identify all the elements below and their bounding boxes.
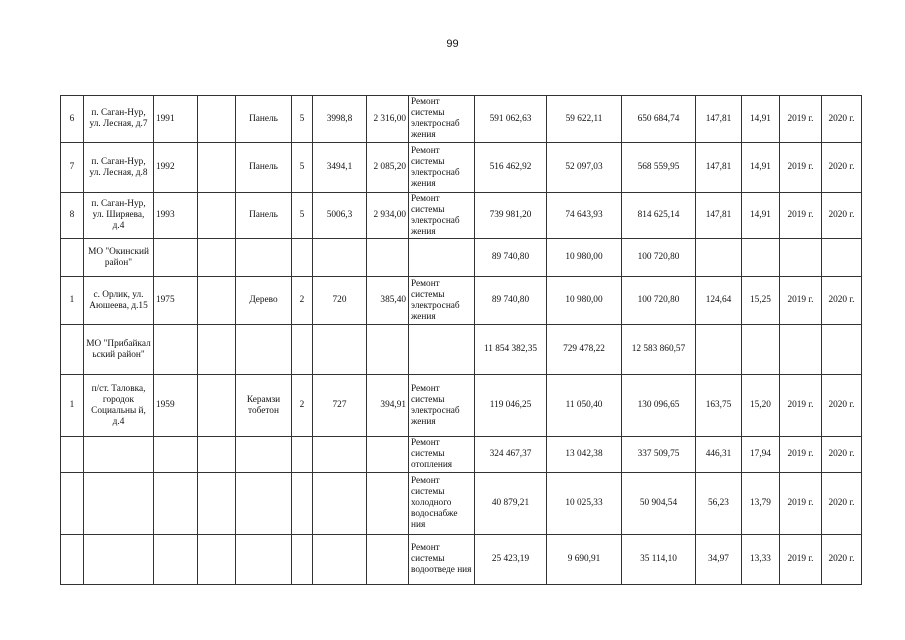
floors-cell: [292, 437, 313, 473]
cost-total-cell: 100 720,80: [622, 239, 696, 277]
end-year-cell: 2020 г.: [822, 143, 862, 193]
cost-value-cell: 10 025,33: [547, 473, 622, 535]
row-number-cell: 7: [61, 143, 84, 193]
cost-value-cell: 25 423,19: [475, 535, 547, 585]
start-year-cell: 2019 г.: [780, 437, 822, 473]
empty-cell: [198, 239, 236, 277]
cost-total-cell: 568 559,95: [622, 143, 696, 193]
living-area-cell: 2 316,00: [367, 96, 409, 143]
page-number: 99: [446, 38, 459, 50]
wall-material-cell: [236, 437, 292, 473]
living-area-cell: 394,91: [367, 375, 409, 437]
work-type-cell: [409, 325, 475, 375]
unit-cost-cell: 17,94: [742, 437, 780, 473]
build-year-cell: 1959: [154, 375, 198, 437]
total-area-cell: [313, 473, 367, 535]
unit-cost-cell: 13,79: [742, 473, 780, 535]
table-row: [61, 143, 862, 193]
cost-value-cell: 739 981,20: [475, 193, 547, 239]
wall-material-cell: Панель: [236, 96, 292, 143]
unit-cost-cell: [696, 239, 742, 277]
wall-material-cell: [236, 535, 292, 585]
unit-cost-cell: [742, 325, 780, 375]
floors-cell: 5: [292, 143, 313, 193]
address-cell: п/ст. Таловка, городок Социальны й, д.4: [84, 375, 154, 437]
unit-cost-cell: [742, 239, 780, 277]
living-area-cell: [367, 239, 409, 277]
unit-cost-cell: 446,31: [696, 437, 742, 473]
wall-material-cell: [236, 473, 292, 535]
address-cell: с. Орлик, ул. Аюшеева, д.15: [84, 277, 154, 325]
address-cell: МО "Окинский район": [84, 239, 154, 277]
work-type-cell: Ремонт системы водоотведе ния: [409, 535, 475, 585]
total-area-cell: 727: [313, 375, 367, 437]
table-body: [61, 96, 862, 585]
living-area-cell: 385,40: [367, 277, 409, 325]
table-row: [61, 277, 862, 325]
end-year-cell: 2020 г.: [822, 193, 862, 239]
table-row: [61, 437, 862, 473]
work-type-cell: Ремонт системы электроснаб жения: [409, 96, 475, 143]
cost-value-cell: 10 980,00: [547, 239, 622, 277]
start-year-cell: 2019 г.: [780, 96, 822, 143]
cost-value-cell: 59 622,11: [547, 96, 622, 143]
row-number-cell: [61, 473, 84, 535]
cost-value-cell: 40 879,21: [475, 473, 547, 535]
floors-cell: 2: [292, 277, 313, 325]
build-year-cell: [154, 535, 198, 585]
start-year-cell: [780, 325, 822, 375]
total-area-cell: [313, 437, 367, 473]
address-cell: п. Саган-Нур, ул. Лесная, д.8: [84, 143, 154, 193]
living-area-cell: 2 934,00: [367, 193, 409, 239]
start-year-cell: 2019 г.: [780, 193, 822, 239]
address-cell: п. Саган-Нур, ул. Лесная, д.7: [84, 96, 154, 143]
floors-cell: 5: [292, 193, 313, 239]
cost-total-cell: 337 509,75: [622, 437, 696, 473]
total-area-cell: 720: [313, 277, 367, 325]
living-area-cell: 2 085,20: [367, 143, 409, 193]
floors-cell: 2: [292, 375, 313, 437]
wall-material-cell: Панель: [236, 193, 292, 239]
unit-cost-cell: 15,25: [742, 277, 780, 325]
work-type-cell: Ремонт системы электроснаб жения: [409, 375, 475, 437]
empty-cell: [198, 193, 236, 239]
unit-cost-cell: 147,81: [696, 193, 742, 239]
floors-cell: [292, 473, 313, 535]
empty-cell: [198, 96, 236, 143]
cost-value-cell: 119 046,25: [475, 375, 547, 437]
floors-cell: 5: [292, 96, 313, 143]
cost-value-cell: 591 062,63: [475, 96, 547, 143]
cost-value-cell: 13 042,38: [547, 437, 622, 473]
end-year-cell: 2020 г.: [822, 277, 862, 325]
end-year-cell: [822, 325, 862, 375]
end-year-cell: 2020 г.: [822, 437, 862, 473]
build-year-cell: 1993: [154, 193, 198, 239]
table-row: [61, 473, 862, 535]
table-row: [61, 239, 862, 277]
unit-cost-cell: 15,20: [742, 375, 780, 437]
unit-cost-cell: 34,97: [696, 535, 742, 585]
start-year-cell: 2019 г.: [780, 473, 822, 535]
table-row: [61, 325, 862, 375]
cost-total-cell: 814 625,14: [622, 193, 696, 239]
row-number-cell: 1: [61, 375, 84, 437]
end-year-cell: 2020 г.: [822, 535, 862, 585]
cost-value-cell: 11 050,40: [547, 375, 622, 437]
build-year-cell: [154, 325, 198, 375]
address-cell: п. Саган-Нур, ул. Ширяева, д.4: [84, 193, 154, 239]
cost-total-cell: 50 904,54: [622, 473, 696, 535]
address-cell: [84, 473, 154, 535]
cost-value-cell: 10 980,00: [547, 277, 622, 325]
floors-cell: [292, 325, 313, 375]
cost-value-cell: 324 467,37: [475, 437, 547, 473]
wall-material-cell: [236, 239, 292, 277]
row-number-cell: [61, 239, 84, 277]
unit-cost-cell: 14,91: [742, 193, 780, 239]
unit-cost-cell: 147,81: [696, 143, 742, 193]
end-year-cell: 2020 г.: [822, 96, 862, 143]
table-row: [61, 535, 862, 585]
row-number-cell: [61, 325, 84, 375]
unit-cost-cell: 124,64: [696, 277, 742, 325]
unit-cost-cell: [696, 325, 742, 375]
work-type-cell: Ремонт системы электроснаб жения: [409, 193, 475, 239]
empty-cell: [198, 277, 236, 325]
cost-total-cell: 130 096,65: [622, 375, 696, 437]
unit-cost-cell: 13,33: [742, 535, 780, 585]
row-number-cell: 8: [61, 193, 84, 239]
table-row: [61, 96, 862, 143]
wall-material-cell: [236, 325, 292, 375]
cost-total-cell: 100 720,80: [622, 277, 696, 325]
work-type-cell: [409, 239, 475, 277]
total-area-cell: [313, 535, 367, 585]
cost-value-cell: 9 690,91: [547, 535, 622, 585]
build-year-cell: 1975: [154, 277, 198, 325]
row-number-cell: 1: [61, 277, 84, 325]
start-year-cell: 2019 г.: [780, 143, 822, 193]
empty-cell: [198, 437, 236, 473]
total-area-cell: [313, 325, 367, 375]
cost-value-cell: 89 740,80: [475, 239, 547, 277]
floors-cell: [292, 239, 313, 277]
unit-cost-cell: 14,91: [742, 96, 780, 143]
wall-material-cell: Керамзи тобетон: [236, 375, 292, 437]
table-row: [61, 193, 862, 239]
end-year-cell: [822, 239, 862, 277]
repair-program-table: [60, 95, 862, 585]
cost-total-cell: 650 684,74: [622, 96, 696, 143]
empty-cell: [198, 325, 236, 375]
work-type-cell: Ремонт системы электроснаб жения: [409, 277, 475, 325]
build-year-cell: 1991: [154, 96, 198, 143]
unit-cost-cell: 56,23: [696, 473, 742, 535]
empty-cell: [198, 143, 236, 193]
cost-total-cell: 12 583 860,57: [622, 325, 696, 375]
empty-cell: [198, 535, 236, 585]
empty-cell: [198, 375, 236, 437]
living-area-cell: [367, 325, 409, 375]
unit-cost-cell: 14,91: [742, 143, 780, 193]
cost-value-cell: 89 740,80: [475, 277, 547, 325]
cost-value-cell: 52 097,03: [547, 143, 622, 193]
cost-value-cell: 516 462,92: [475, 143, 547, 193]
work-type-cell: Ремонт системы холодного водоснабже ния: [409, 473, 475, 535]
build-year-cell: [154, 473, 198, 535]
unit-cost-cell: 163,75: [696, 375, 742, 437]
floors-cell: [292, 535, 313, 585]
build-year-cell: 1992: [154, 143, 198, 193]
total-area-cell: 5006,3: [313, 193, 367, 239]
cost-value-cell: 11 854 382,35: [475, 325, 547, 375]
end-year-cell: 2020 г.: [822, 375, 862, 437]
start-year-cell: 2019 г.: [780, 277, 822, 325]
total-area-cell: [313, 239, 367, 277]
wall-material-cell: Дерево: [236, 277, 292, 325]
cost-total-cell: 35 114,10: [622, 535, 696, 585]
end-year-cell: 2020 г.: [822, 473, 862, 535]
start-year-cell: 2019 г.: [780, 535, 822, 585]
start-year-cell: [780, 239, 822, 277]
wall-material-cell: Панель: [236, 143, 292, 193]
empty-cell: [198, 473, 236, 535]
row-number-cell: [61, 437, 84, 473]
living-area-cell: [367, 473, 409, 535]
table-row: [61, 375, 862, 437]
build-year-cell: [154, 239, 198, 277]
cost-value-cell: 74 643,93: [547, 193, 622, 239]
living-area-cell: [367, 535, 409, 585]
address-cell: МО "Прибайкал ьский район": [84, 325, 154, 375]
cost-value-cell: 729 478,22: [547, 325, 622, 375]
work-type-cell: Ремонт системы отопления: [409, 437, 475, 473]
build-year-cell: [154, 437, 198, 473]
unit-cost-cell: 147,81: [696, 96, 742, 143]
total-area-cell: 3494,1: [313, 143, 367, 193]
start-year-cell: 2019 г.: [780, 375, 822, 437]
total-area-cell: 3998,8: [313, 96, 367, 143]
address-cell: [84, 535, 154, 585]
work-type-cell: Ремонт системы электроснаб жения: [409, 143, 475, 193]
row-number-cell: [61, 535, 84, 585]
living-area-cell: [367, 437, 409, 473]
address-cell: [84, 437, 154, 473]
row-number-cell: 6: [61, 96, 84, 143]
